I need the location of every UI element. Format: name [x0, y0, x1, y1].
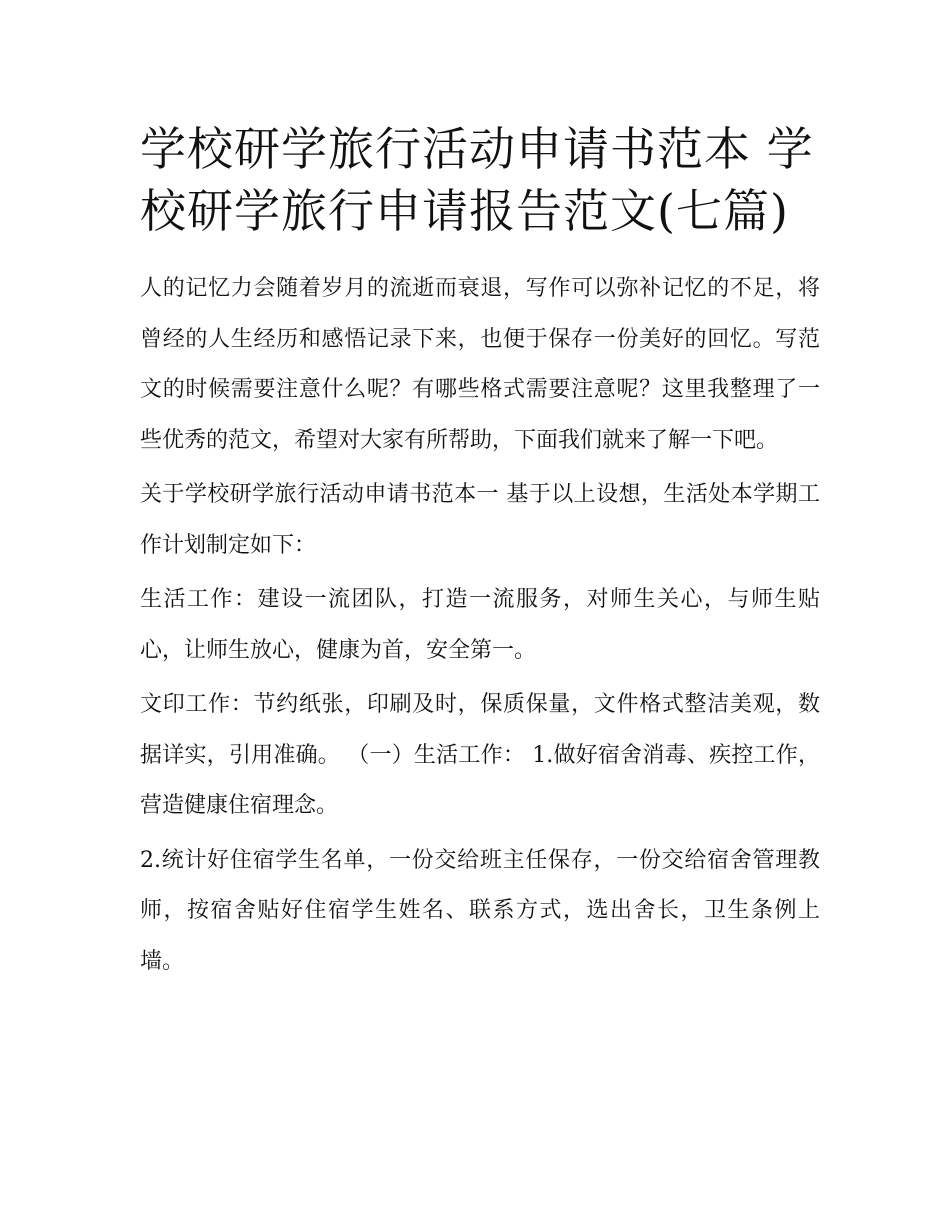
paragraph-item-2: 2.统计好住宿学生名单，一份交给班主任保存，一份交给宿舍管理教师，按宿舍贴好住宿学生姓名、联系方式，选出舍长，卫生条例上墙。 [140, 847, 820, 974]
paragraph-intro: 人的记忆力会随着岁月的流逝而衰退，写作可以弥补记忆的不足，将曾经的人生经历和感悟记录下来，也便于保存一份美好的回忆。写范文的时候需要注意什么呢？有哪些格式需要注意呢？这里我整理了一些优秀的范文，希望对大家有所帮助，下面我们就来了解一下吧。 [140, 276, 820, 453]
paragraph-living-work: 生活工作：建设一流团队，打造一流服务，对师生关心，与师生贴心，让师生放心，健康为首，安全第一。 [140, 587, 820, 663]
document-title: 学校研学旅行活动申请书范本 学校研学旅行申请报告范文(七篇) [140, 122, 814, 238]
paragraph-printing-work: 文印工作：节约纸张，印刷及时，保质保量，文件格式整洁美观，数据详实，引用准确。 （一）生活工作： 1.做好宿舍消毒、疾控工作，营造健康住宿理念。 [140, 692, 820, 818]
paragraph-plan-heading: 关于学校研学旅行活动申请书范本一 基于以上设想，生活处本学期工作计划制定如下： [140, 482, 820, 558]
document-content [140, 118, 820, 991]
